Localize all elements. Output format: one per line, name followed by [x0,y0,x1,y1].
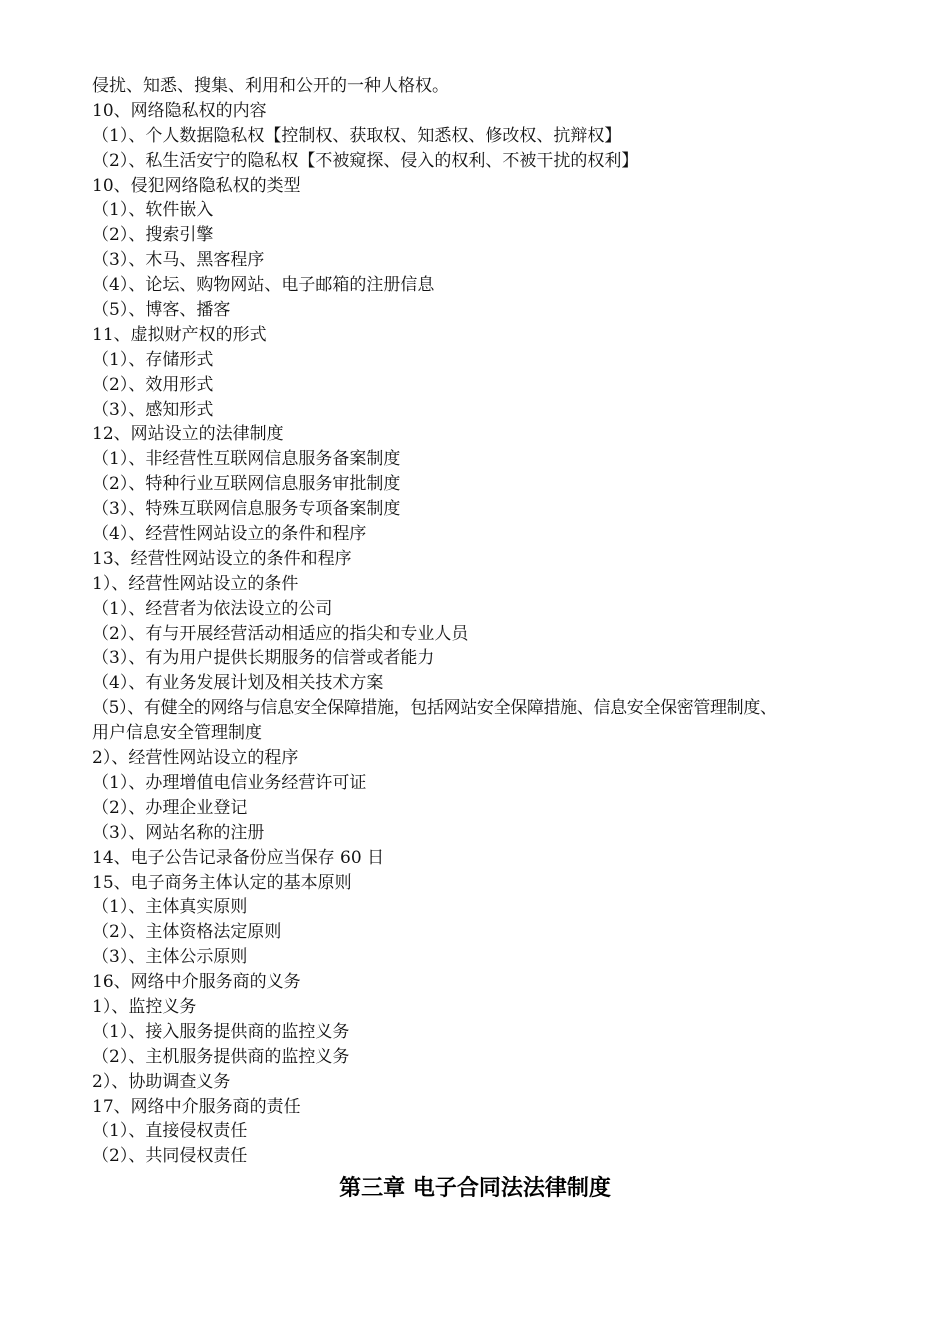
list-item: （2）、共同侵权责任 [92,1146,248,1167]
chapter-title: 第三章 电子合同法法律制度 [339,1176,611,1201]
list-item: （3）、木马、黑客程序 [92,250,265,271]
list-item: （2）、主机服务提供商的监控义务 [92,1046,350,1067]
list-item: （1）、个人数据隐私权【控制权、获取权、知悉权、修改权、抗辩权】 [92,125,622,146]
list-item: （3）、感知形式 [92,399,214,420]
section-heading: 16、网络中介服务商的义务 [92,972,301,993]
list-item: （5）、博客、播客 [92,300,231,321]
section-heading: 10、网络隐私权的内容 [92,100,267,121]
list-item: （2）、私生活安宁的隐私权【不被窥探、侵入的权利、不被干扰的权利】 [92,150,639,171]
list-item: （1）、软件嵌入 [92,200,214,221]
list-item-continuation: 用户信息安全管理制度 [92,723,262,744]
list-item: （1）、存储形式 [92,349,214,370]
list-item: （2）、搜索引擎 [92,225,214,246]
list-item: （2）、有与开展经营活动相适应的指尖和专业人员 [92,623,469,644]
list-item: （2）、主体资格法定原则 [92,922,282,943]
list-item: （2）、办理企业登记 [92,797,248,818]
subsection-heading: 2）、协助调查义务 [92,1071,231,1092]
list-item: （3）、特殊互联网信息服务专项备案制度 [92,499,401,520]
section-heading: 14、电子公告记录备份应当保存 60 日 [92,847,385,868]
list-item: （3）、主体公示原则 [92,947,248,968]
subsection-heading: 2）、经营性网站设立的程序 [92,748,299,769]
text-line: 侵扰、知悉、搜集、利用和公开的一种人格权。 [92,76,449,96]
section-heading: 17、网络中介服务商的责任 [92,1096,301,1117]
subsection-heading: 1）、监控义务 [92,996,197,1017]
section-heading: 11、虚拟财产权的形式 [92,324,267,345]
section-heading: 10、侵犯网络隐私权的类型 [92,175,301,196]
list-item: （5）、有健全的网络与信息安全保障措施，包括网站安全保障措施、信息安全保密管理制度、 [92,698,777,719]
section-heading: 15、电子商务主体认定的基本原则 [92,872,352,893]
section-heading: 12、网站设立的法律制度 [92,424,284,445]
section-heading: 13、经营性网站设立的条件和程序 [92,548,352,569]
list-item: （1）、非经营性互联网信息服务备案制度 [92,449,401,470]
list-item: （3）、网站名称的注册 [92,822,265,843]
list-item: （1）、接入服务提供商的监控义务 [92,1021,350,1042]
document-body [92,74,882,1169]
subsection-heading: 1）、经营性网站设立的条件 [92,573,299,594]
list-item: （1）、主体真实原则 [92,897,248,918]
list-item: （1）、办理增值电信业务经营许可证 [92,772,367,793]
list-item: （3）、有为用户提供长期服务的信誉或者能力 [92,648,435,669]
list-item: （2）、效用形式 [92,374,214,395]
list-item: （1）、经营者为依法设立的公司 [92,598,333,619]
list-item: （4）、论坛、购物网站、电子邮箱的注册信息 [92,275,435,296]
list-item: （1）、直接侵权责任 [92,1121,248,1142]
list-item: （4）、经营性网站设立的条件和程序 [92,524,367,545]
list-item: （2）、特种行业互联网信息服务审批制度 [92,474,401,495]
list-item: （4）、有业务发展计划及相关技术方案 [92,673,384,694]
